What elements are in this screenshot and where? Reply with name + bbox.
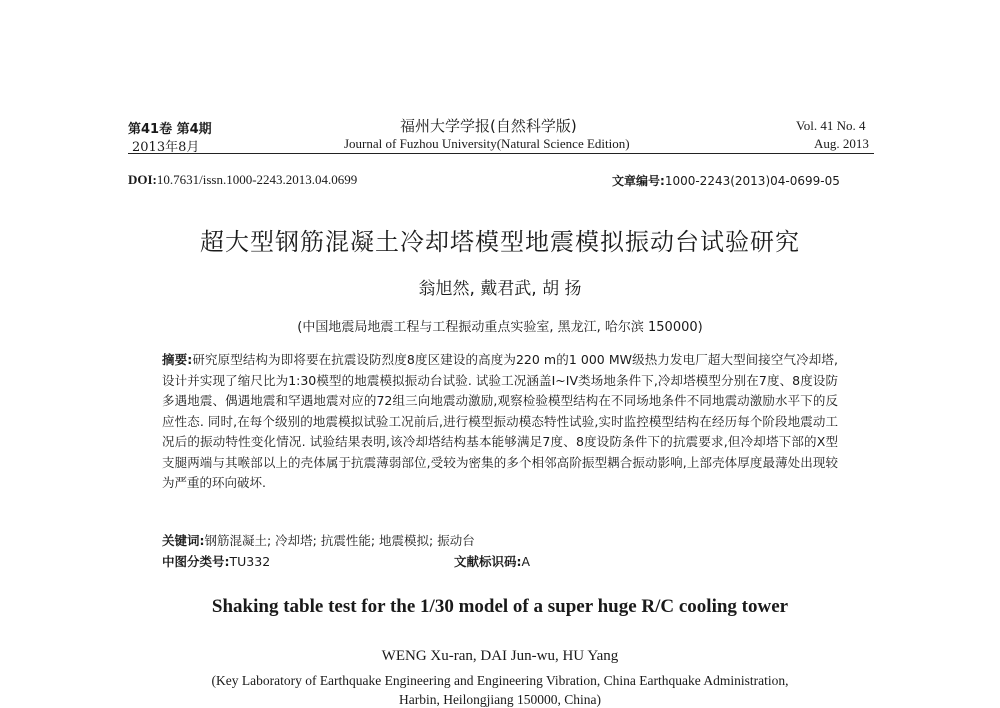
journal-title-cn: 福州大学学报(自然科学版): [400, 117, 577, 135]
authors-en: WENG Xu-ran, DAI Jun-wu, HU Yang: [381, 648, 619, 664]
article-id-line: [612, 172, 840, 189]
volume-issue-en: Vol. 41 No. 4: [796, 118, 866, 133]
keywords-text: 钢筋混凝土; 冷却塔; 抗震性能; 地震模拟; 振动台: [204, 533, 475, 548]
abstract-label: 摘要:: [162, 352, 193, 367]
volume-issue-cn: 第41卷 第4期: [128, 122, 212, 137]
keywords-label: 关键词:: [162, 533, 205, 548]
journal-title-en: Journal of Fuzhou University(Natural Science Edition): [344, 136, 630, 151]
classification-line: [162, 552, 270, 570]
affiliation-cn: (中国地震局地震工程与工程振动重点实验室, 黑龙江, 哈尔滨 150000): [297, 320, 703, 335]
classification-value: TU332: [229, 554, 271, 569]
classification-label: 中图分类号:: [162, 554, 230, 569]
doi-line: [128, 172, 357, 188]
date-en: Aug. 2013: [814, 136, 869, 151]
authors-cn: 翁旭然, 戴君武, 胡 扬: [418, 279, 582, 299]
abstract-cn: [162, 350, 838, 494]
header-rule: [128, 153, 874, 154]
doc-code-label: 文献标识码:: [454, 554, 522, 569]
keywords-line: [162, 531, 475, 549]
abstract-text: 研究原型结构为即将要在抗震设防烈度8度区建设的高度为220 m的1 000 MW级热力发电厂超大型间接空气冷却塔,设计并实现了缩尺比为1:30模型的地震模拟振动台试验. 试验工况涵盖I~IV类场地条件下,冷却塔模型分别在7度、8度设防多遇地震、偶遇地震和罕遇地震对应的72组三向地震动激励,观察检验模型结构在不同场地条件不同地震动激励水平下的反应性态. 同时,在每个级别的地震模拟试验工况前后,进行模型振动模态特性试验,实时监控模型结构在经历每个阶段地震动工况后的振动特性变化情况. 试验结果表明,该冷却塔结构基本能够满足7度、8度设防条件下的抗震要求,但冷却塔下部的X型支腿两端与其喉部以上的壳体属于抗震薄弱部位,受较为密集的多个相邻高阶振型耦合振动影响,上部壳体厚度最薄处出现较为严重的环向破坏.: [162, 352, 839, 490]
doi-value: 10.7631/issn.1000-2243.2013.04.0699: [156, 172, 358, 187]
article-id-value: 1000-2243(2013)04-0699-05: [664, 174, 840, 188]
doc-code-line: [454, 552, 530, 570]
affiliation-en-line2: Harbin, Heilongjiang 150000, China): [398, 692, 602, 707]
article-id-label: 文章编号:: [612, 174, 665, 188]
doi-label: DOI:: [128, 172, 157, 187]
date-cn: 2013年8月: [132, 140, 200, 155]
doc-code-value: A: [521, 554, 531, 569]
affiliation-en-line1: (Key Laboratory of Earthquake Engineering and Engineering Vibration, China Earthquake Administration,: [211, 673, 789, 688]
title-cn: 超大型钢筋混凝土冷却塔模型地震模拟振动台试验研究: [200, 228, 800, 256]
title-en: Shaking table test for the 1/30 model of a super huge R/C cooling tower: [211, 596, 789, 617]
